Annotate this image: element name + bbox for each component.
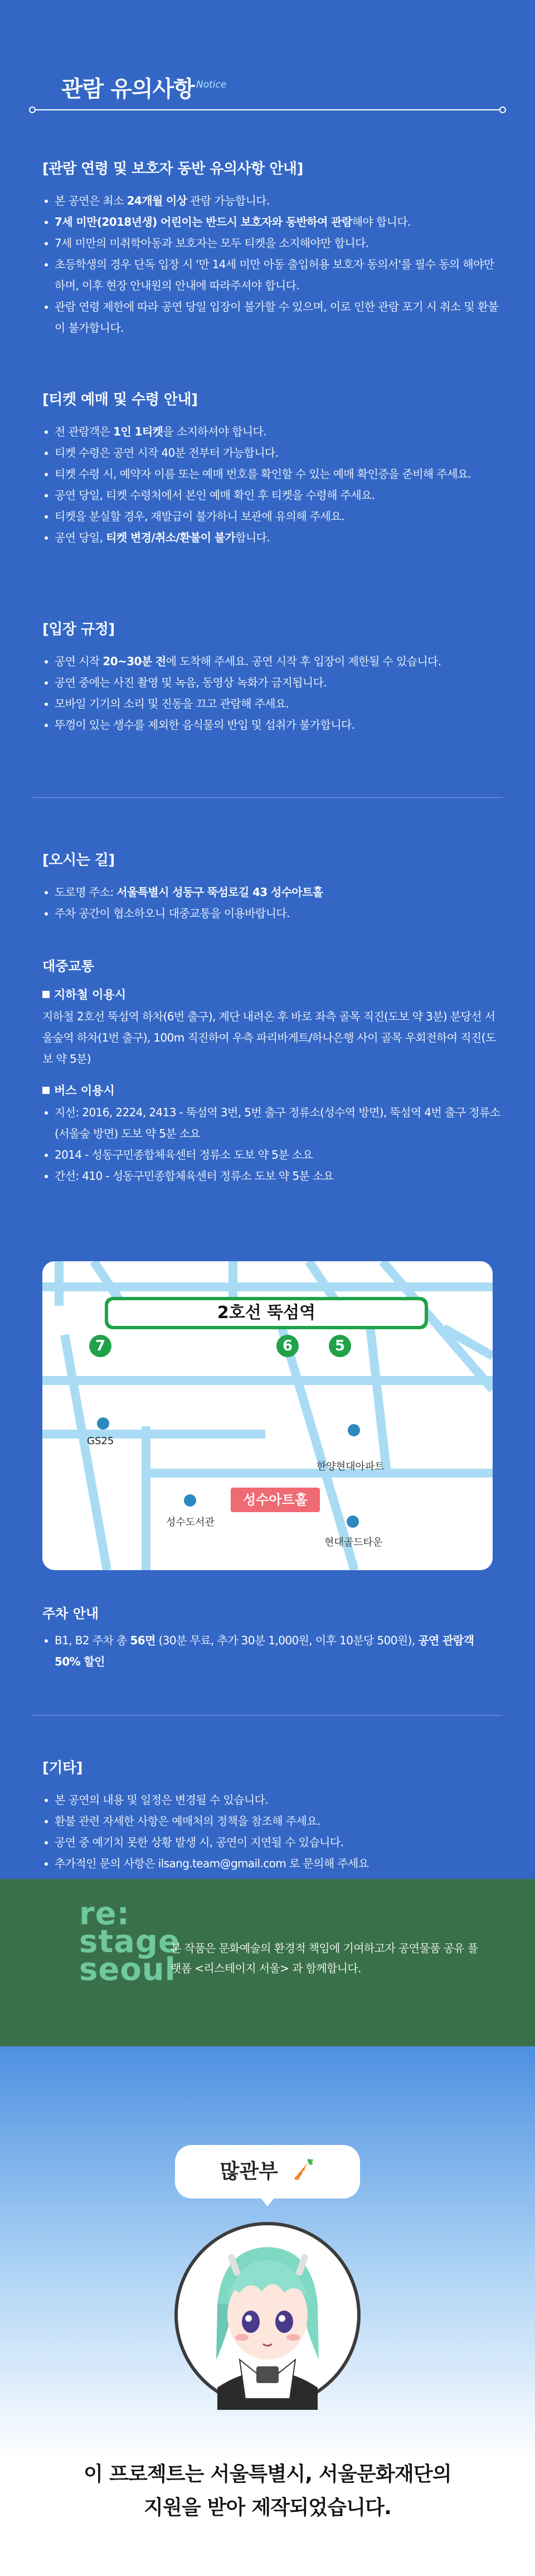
list-item: 본 공연은 최소 24개월 이상 관람 가능합니다.	[42, 190, 503, 211]
exit-6-icon: 6	[276, 1335, 299, 1357]
subway-text: 지하철 2호선 뚝섬역 하차(6번 출구), 계단 내려온 후 바로 좌측 골목 직진(도보 약 3분) 분당선 서울숲역 하차(1번 출구), 100m 직진하여 우측 파리바게트/하나은행 사이 골목 우회전하여 직진(도보 약 5분)	[42, 1010, 496, 1066]
closing-message: 이 프로젝트는 서울특별시, 서울문화재단의 지원을 받아 제작되었습니다.	[84, 2463, 451, 2519]
hyundai-pin-icon	[347, 1515, 359, 1528]
map-label-gs25: GS25	[87, 1435, 114, 1447]
location-map[interactable]	[42, 1261, 493, 1570]
speech-bubble-tail	[257, 2194, 278, 2206]
map-label-hanyang: 한양현대아파트	[317, 1461, 385, 1473]
map-label-library: 성수도서관	[166, 1517, 215, 1528]
etc-list	[32, 1789, 503, 1874]
library-pin-icon	[184, 1494, 196, 1507]
directions-list	[32, 882, 503, 924]
list-item: 공연 시작 20~30분 전에 도착해 주세요. 공연 시작 후 입장이 제한될 수 있습니다.	[42, 651, 503, 672]
ticket-list	[32, 421, 503, 548]
divider-dot-left	[29, 106, 36, 113]
parking-section	[32, 1602, 503, 1672]
bubble-text: 많관부	[220, 2160, 278, 2183]
list-item: 티켓을 분실할 경우, 재발급이 불가하니 보관에 유의해 주세요.	[42, 506, 503, 527]
list-item: 모바일 기기의 소리 및 진동을 끄고 관람해 주세요.	[42, 693, 503, 714]
exit-5-icon: 5	[329, 1335, 351, 1357]
list-item: 공연 중에는 사진 촬영 및 녹음, 동영상 녹화가 금지됩니다.	[42, 672, 503, 693]
hanyang-pin-icon	[348, 1424, 360, 1436]
subway-heading: 지하철 이용시	[42, 986, 503, 1003]
speech-bubble	[175, 2145, 360, 2199]
section-title: [티켓 예매 및 수령 안내]	[42, 391, 198, 408]
station-name: 2호선 뚝섬역	[108, 1300, 425, 1326]
transit-heading: 대중교통	[42, 958, 94, 974]
entry-list	[32, 651, 503, 735]
section-title: [입장 규정]	[42, 621, 115, 638]
list-item: 관람 연령 제한에 따라 공연 당일 입장이 불가할 수 있으며, 이로 인한 관람 포기 시 취소 및 환불이 불가합니다.	[42, 296, 503, 338]
age-section	[32, 157, 503, 338]
list-item: B1, B2 주차 총 56면 (30분 무료, 추가 30분 1,000원, 이후 10분당 500원), 공연 관람객 50% 할인	[42, 1630, 503, 1672]
section-title: [관람 연령 및 보호자 동반 유의사항 안내]	[42, 161, 303, 177]
list-item: 티켓 수령 시, 예약자 이름 또는 예매 번호를 확인할 수 있는 예매 확인증을 준비해 주세요.	[42, 463, 503, 485]
directions-section	[32, 849, 503, 1187]
page-title: 관람 유의사항	[61, 76, 194, 102]
list-item: 초등학생의 경우 단독 입장 시 '만 14세 미만 아동 출입허용 보호자 동의서'를 필수 동의 해야만 하며, 이후 현장 안내원의 안내에 따라주셔야 합니다.	[42, 254, 503, 296]
header-divider	[32, 109, 503, 110]
bus-heading: 버스 이용시	[42, 1082, 503, 1098]
parking-list	[32, 1630, 503, 1672]
entry-section	[32, 618, 503, 735]
restage-seoul-logo: re: stage seoul	[79, 1896, 180, 1988]
station-sign	[105, 1297, 428, 1329]
section-title: [기타]	[42, 1760, 82, 1776]
list-item: 전 관람객은 1인 1티켓을 소지하셔야 합니다.	[42, 421, 503, 442]
list-item: 환불 관련 자세한 사항은 예매처의 정책을 참조해 주세요.	[42, 1810, 503, 1832]
list-item: 7세 미만의 미취학아동과 보호자는 모두 티켓을 소지해야만 합니다.	[42, 233, 503, 254]
list-item: 공연 당일, 티켓 수령처에서 본인 예매 확인 후 티켓을 수령해 주세요.	[42, 485, 503, 506]
etc-section	[32, 1756, 503, 1874]
venue-marker: 성수아트홀	[231, 1488, 320, 1512]
list-item: 추가적인 문의 사항은 ilsang.team@gmail.com 로 문의해 주세요	[42, 1853, 503, 1874]
divider-dot-right	[499, 106, 506, 113]
section-divider	[32, 1715, 503, 1716]
list-item: 2014 - 성동구민종합체육센터 정류소 도보 약 5분 소요	[42, 1144, 503, 1165]
list-item: 도로명 주소: 서울특별시 성동구 뚝섬로길 43 성수아트홀	[42, 882, 503, 903]
exit-7-icon: 7	[89, 1335, 111, 1357]
carrot-icon	[289, 2157, 315, 2182]
square-icon	[42, 1087, 50, 1094]
map-label-hyundai: 현대골드타운	[324, 1537, 383, 1548]
gs25-pin-icon	[97, 1417, 109, 1430]
character-avatar	[173, 2220, 362, 2410]
age-list	[32, 190, 503, 338]
list-item: 공연 당일, 티켓 변경/취소/환불이 불가합니다.	[42, 527, 503, 548]
list-item: 티켓 수령은 공연 시작 40분 전부터 가능합니다.	[42, 442, 503, 463]
section-divider	[32, 797, 503, 798]
page-subtitle: Notice	[196, 79, 227, 90]
ticket-section	[32, 388, 503, 548]
list-item: 간선: 410 - 성동구민종합체육센터 정류소 도보 약 5분 소요	[42, 1165, 503, 1187]
list-item: 주차 공간이 협소하오니 대중교통을 이용바랍니다.	[42, 903, 503, 924]
list-item: 본 공연의 내용 및 일정은 변경될 수 있습니다.	[42, 1789, 503, 1810]
list-item: 7세 미만(2018년생) 어린이는 반드시 보호자와 동반하여 관람해야 합니다.	[42, 211, 503, 233]
footer-description: 본 작품은 문화예술의 환경적 책임에 기여하고자 공연물품 공유 플랫폼 <리스테이지 서울> 과 함께합니다.	[171, 1941, 478, 1975]
list-item: 공연 중 예기치 못한 상황 발생 시, 공연이 지연될 수 있습니다.	[42, 1832, 503, 1853]
list-item: 뚜껑이 있는 생수를 제외한 음식물의 반입 및 섭취가 불가합니다.	[42, 714, 503, 735]
square-icon	[42, 991, 50, 998]
section-title: [오시는 길]	[42, 852, 115, 869]
bus-list	[32, 1102, 503, 1187]
list-item: 지선: 2016, 2224, 2413 - 뚝섬역 3번, 5번 출구 정류소(성수역 방면), 뚝섬역 4번 출구 정류소(서울숲 방면) 도보 약 5분 소요	[42, 1102, 503, 1144]
parking-heading: 주차 안내	[42, 1606, 99, 1621]
